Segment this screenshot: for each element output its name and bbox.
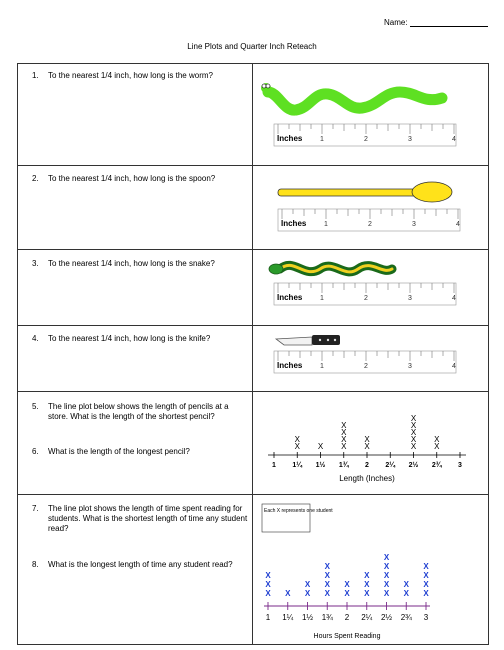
plot-mark: X — [383, 580, 390, 589]
tick-label: 1¾ — [338, 462, 349, 469]
ruler-number: 1 — [320, 295, 324, 302]
question-number: 6. — [32, 447, 39, 456]
tick-label: 1¾ — [321, 613, 333, 622]
plot-mark: X — [364, 442, 370, 451]
plot-mark: X — [383, 571, 390, 580]
question-text: What is the longest length of time any student read? — [48, 560, 233, 569]
plot-mark: X — [364, 589, 370, 598]
plot-mark: X — [317, 442, 324, 451]
ruler-label: Inches — [281, 219, 307, 228]
question-number: 2. — [32, 174, 39, 183]
spoon-image — [278, 182, 452, 202]
question-text: The line plot below shows the length of pencils at a store. What is the length of the shortest pencil? — [48, 402, 229, 421]
ruler-number: 3 — [408, 295, 412, 302]
page-title: Line Plots and Quarter Inch Reteach — [187, 42, 317, 51]
plot-mark: X — [383, 553, 390, 562]
plot-mark: X — [304, 589, 311, 598]
worm-measure-figure — [254, 70, 486, 162]
ruler-label: Inches — [277, 293, 303, 302]
plot-mark: X — [324, 562, 330, 571]
plot-mark: X — [324, 589, 330, 598]
plot-mark: X — [341, 435, 347, 444]
name-blank[interactable] — [410, 18, 488, 27]
question-text: To the nearest 1/4 inch, how long is the knife? — [48, 334, 211, 343]
plot-mark: X — [383, 589, 390, 598]
ruler-number: 2 — [368, 221, 372, 228]
ruler-number: 1 — [320, 136, 324, 143]
row-reading-plot — [18, 494, 488, 644]
ruler-number: 1 — [324, 221, 328, 228]
tick-label: 1¼ — [282, 613, 294, 622]
ruler-number: 2 — [364, 295, 368, 302]
plot-mark: X — [403, 580, 409, 589]
plot-mark: X — [423, 589, 429, 598]
tick-label: 1¼ — [292, 462, 303, 469]
plot-mark: X — [265, 589, 271, 598]
tick-label: 1½ — [301, 613, 314, 622]
ruler-number: 2 — [364, 136, 368, 143]
tick-label: 3 — [458, 462, 462, 469]
plot-mark: X — [410, 414, 417, 423]
row-worm — [18, 64, 488, 166]
plot-mark: X — [410, 442, 417, 451]
plot-mark: X — [294, 435, 300, 444]
tick-label: 1 — [272, 462, 276, 469]
ruler-label: Inches — [277, 361, 303, 370]
plot-mark: X — [423, 571, 429, 580]
plot-mark: X — [410, 428, 417, 437]
plot-mark: X — [434, 442, 440, 451]
ruler — [274, 351, 456, 373]
plot-mark: X — [265, 571, 271, 580]
worksheet-table — [17, 63, 489, 645]
plot-mark: X — [423, 562, 429, 571]
row-knife — [18, 325, 488, 392]
plot-mark: X — [304, 580, 311, 589]
snake-image — [269, 264, 392, 274]
question-text: The line plot shows the length of time spent reading for students. What is the shortest length of time any student read? — [48, 504, 248, 533]
plot-mark: X — [324, 571, 330, 580]
plot-mark: X — [285, 589, 291, 598]
tick-label: 1 — [265, 613, 271, 622]
plot-mark: X — [294, 442, 300, 451]
tick-label: 2¾ — [431, 462, 442, 469]
question-number: 1. — [32, 71, 39, 80]
plot-mark: X — [364, 571, 370, 580]
plot-mark: X — [324, 580, 330, 589]
question-text: To the nearest 1/4 inch, how long is the snake? — [48, 259, 215, 268]
plot-mark: X — [344, 580, 350, 589]
tick-label: 2¼ — [385, 462, 396, 469]
plot-mark: X — [341, 421, 347, 430]
plot-mark: X — [341, 428, 347, 437]
ruler-label: Inches — [277, 134, 303, 143]
knife-measure-figure — [254, 327, 486, 389]
name-field[interactable] — [384, 18, 488, 27]
question-text: To the nearest 1/4 inch, how long is the spoon? — [48, 174, 216, 183]
pencil-line-plot — [254, 395, 486, 492]
ruler — [274, 283, 456, 305]
ruler-number: 1 — [320, 363, 324, 370]
row-snake — [18, 249, 488, 326]
tick-label: 2½ — [408, 462, 419, 469]
plot-mark: X — [344, 589, 350, 598]
ruler-number: 4 — [452, 295, 456, 302]
plot-mark: X — [434, 435, 440, 444]
ruler-number: 4 — [452, 363, 456, 370]
tick-label: 3 — [423, 613, 429, 622]
plot-mark: X — [423, 580, 429, 589]
ruler-number: 3 — [408, 363, 412, 370]
question-number: 5. — [32, 402, 39, 411]
plot-xlabel: Length (Inches) — [339, 474, 395, 483]
plot-key-text: Each X represents one student — [264, 508, 333, 514]
question-number: 3. — [32, 259, 39, 268]
worm-image — [261, 83, 442, 110]
ruler-number: 4 — [456, 221, 460, 228]
tick-label: 2¼ — [361, 613, 373, 622]
plot-mark: X — [410, 421, 417, 430]
knife-image — [276, 335, 340, 345]
tick-label: 2¾ — [400, 613, 412, 622]
tick-label: 1½ — [315, 462, 326, 469]
ruler — [278, 209, 460, 231]
reading-line-plot — [254, 498, 486, 642]
row-spoon — [18, 165, 488, 250]
spoon-measure-figure — [254, 169, 486, 247]
row-pencil-plot — [18, 391, 488, 495]
plot-mark: X — [410, 435, 417, 444]
ruler-number: 2 — [364, 363, 368, 370]
question-text: To the nearest 1/4 inch, how long is the worm? — [48, 71, 213, 80]
plot-xlabel: Hours Spent Reading — [313, 633, 381, 640]
question-number: 8. — [32, 560, 39, 569]
tick-label: 2 — [365, 462, 369, 469]
plot-mark: X — [364, 580, 370, 589]
plot-mark: X — [341, 442, 347, 451]
plot-mark: X — [265, 580, 271, 589]
plot-mark: X — [383, 562, 390, 571]
name-label: Name: — [384, 18, 408, 27]
snake-measure-figure — [254, 251, 486, 323]
question-number: 4. — [32, 334, 39, 343]
question-number: 7. — [32, 504, 39, 513]
tick-label: 2½ — [380, 613, 393, 622]
ruler — [274, 124, 456, 146]
ruler-number: 3 — [408, 136, 412, 143]
ruler-number: 4 — [452, 136, 456, 143]
question-text: What is the length of the longest pencil? — [48, 447, 190, 456]
plot-mark: X — [364, 435, 370, 444]
plot-mark: X — [403, 589, 409, 598]
tick-label: 2 — [344, 613, 350, 622]
ruler-number: 3 — [412, 221, 416, 228]
